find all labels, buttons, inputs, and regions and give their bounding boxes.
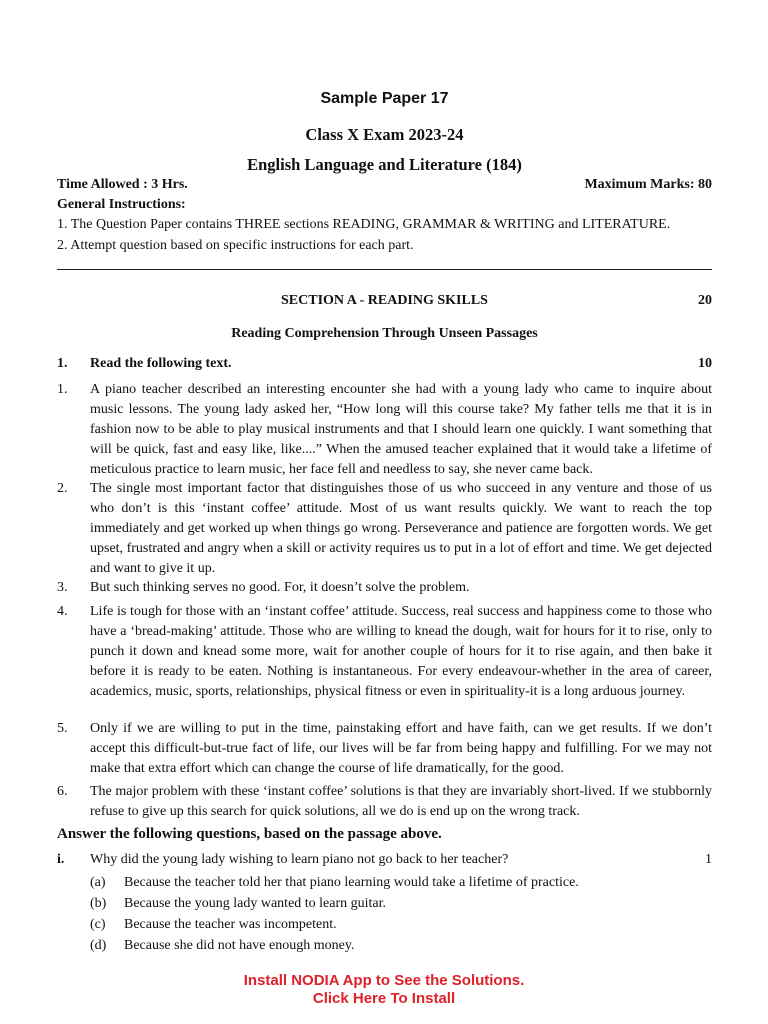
general-instructions-heading: General Instructions:	[57, 197, 186, 212]
time-allowed: Time Allowed : 3 Hrs.	[57, 177, 188, 192]
paragraph-text: Life is tough for those with an ‘instant coffee’ attitude. Success, real success and happiness come to those who have a ‘bread-making’ attitude. Those who are willing to knead the dough, wait for hours for it to rise, only to punch it down and knead some more, wait for another couple of hours for it to rise again, and then bake it before it is ready to be eaten. Nothing is instantaneous. For every endeavour-whether in the area of career, academics, music, sports, relationships, physical fitness or even in spirituality-it is a long arduous journey.	[90, 604, 712, 699]
maximum-marks: Maximum Marks: 80	[584, 177, 712, 192]
option-text: Because the young lady wanted to learn guitar.	[124, 896, 387, 911]
instruction-item: 2. Attempt question based on specific instructions for each part.	[57, 238, 414, 253]
paragraph-text: A piano teacher described an interesting encounter she had with a young lady who came to inquire about music lessons. The young lady asked her, “How long will this course take? My father tells me that it is in fashion now to be able to play musical instruments and that I should learn one quickly. I want something that will be quick, fast and easy like, like....” When the amused teacher explained that it would take a lifetime of meticulous practice to learn music, her face fell and needless to say, she never came back.	[90, 382, 712, 477]
paragraph-text: Only if we are willing to put in the time, painstaking effort and have faith, can we get results. If we don’t accept this difficult-but-true fact of life, our lives will be far from being happy and fulfilling. For we may not make that extra effort which can change the course of life dramatically, for the good.	[90, 721, 712, 776]
answer-heading: Answer the following questions, based on the passage above.	[57, 826, 442, 842]
passage-paragraph	[57, 782, 712, 822]
paragraph-text: The single most important factor that distinguishes those of us who succeed in any venture and those of us who don’t is this ‘instant coffee’ attitude. Most of us want results quickly. We want to reach the top immediately and get worked up when things go wrong. Perseverance and patience are forgotten words. We get upset, frustrated and angry when a skill or activity requires us to put in a lot of effort and time. We get dejected and want to give it up.	[90, 481, 712, 576]
paragraph-number: 5.	[57, 721, 68, 736]
divider	[57, 269, 712, 270]
subject-title: English Language and Literature (184)	[247, 155, 522, 174]
question-number: 1.	[57, 356, 68, 371]
click-here-to-install-link[interactable]: Click Here To Install	[312, 990, 456, 1007]
paragraph-text: But such thinking serves no good. For, it doesn’t solve the problem.	[90, 580, 470, 595]
install-app-link[interactable]: Install NODIA App to See the Solutions.	[243, 972, 525, 989]
question-marks: 10	[698, 356, 712, 371]
paragraph-text: The major problem with these ‘instant coffee’ solutions is that they are invariably short-lived. If we stubbornly refuse to give up this search for quick solutions, all we do is end up on the wrong track.	[90, 784, 712, 819]
answer-option	[90, 896, 386, 912]
option-label: (a)	[90, 875, 106, 890]
class-title: Class X Exam 2023-24	[305, 125, 464, 144]
paragraph-number: 4.	[57, 604, 68, 619]
paper-title: Sample Paper 17	[320, 90, 449, 107]
passage-paragraph	[57, 602, 712, 702]
passage-paragraph	[57, 479, 712, 579]
paragraph-number: 3.	[57, 580, 68, 595]
section-subheading: Reading Comprehension Through Unseen Passages	[231, 326, 538, 341]
paragraph-number: 6.	[57, 784, 68, 799]
section-marks: 20	[698, 293, 712, 308]
option-label: (b)	[90, 896, 107, 911]
answer-option	[90, 875, 579, 891]
option-label: (c)	[90, 917, 106, 932]
passage-paragraph	[57, 719, 712, 779]
option-text: Because the teacher was incompetent.	[124, 917, 337, 932]
option-label: (d)	[90, 938, 107, 953]
instruction-item: 1. The Question Paper contains THREE sections READING, GRAMMAR & WRITING and LITERATURE.	[57, 217, 671, 232]
answer-option	[90, 938, 354, 954]
option-text: Because she did not have enough money.	[124, 938, 355, 953]
question-item-text: Why did the young lady wishing to learn piano not go back to her teacher?	[90, 852, 509, 867]
paragraph-number: 2.	[57, 481, 68, 496]
passage-paragraph	[57, 380, 712, 480]
passage-paragraph	[57, 578, 712, 598]
paragraph-number: 1.	[57, 382, 68, 397]
exam-meta-row	[57, 177, 712, 193]
question-item-number: i.	[57, 852, 65, 867]
answer-option	[90, 917, 337, 933]
question-instruction: Read the following text.	[90, 356, 232, 371]
question-item-marks: 1	[705, 852, 712, 867]
section-title: SECTION A - READING SKILLS	[281, 293, 488, 308]
option-text: Because the teacher told her that piano learning would take a lifetime of practice.	[124, 875, 579, 890]
